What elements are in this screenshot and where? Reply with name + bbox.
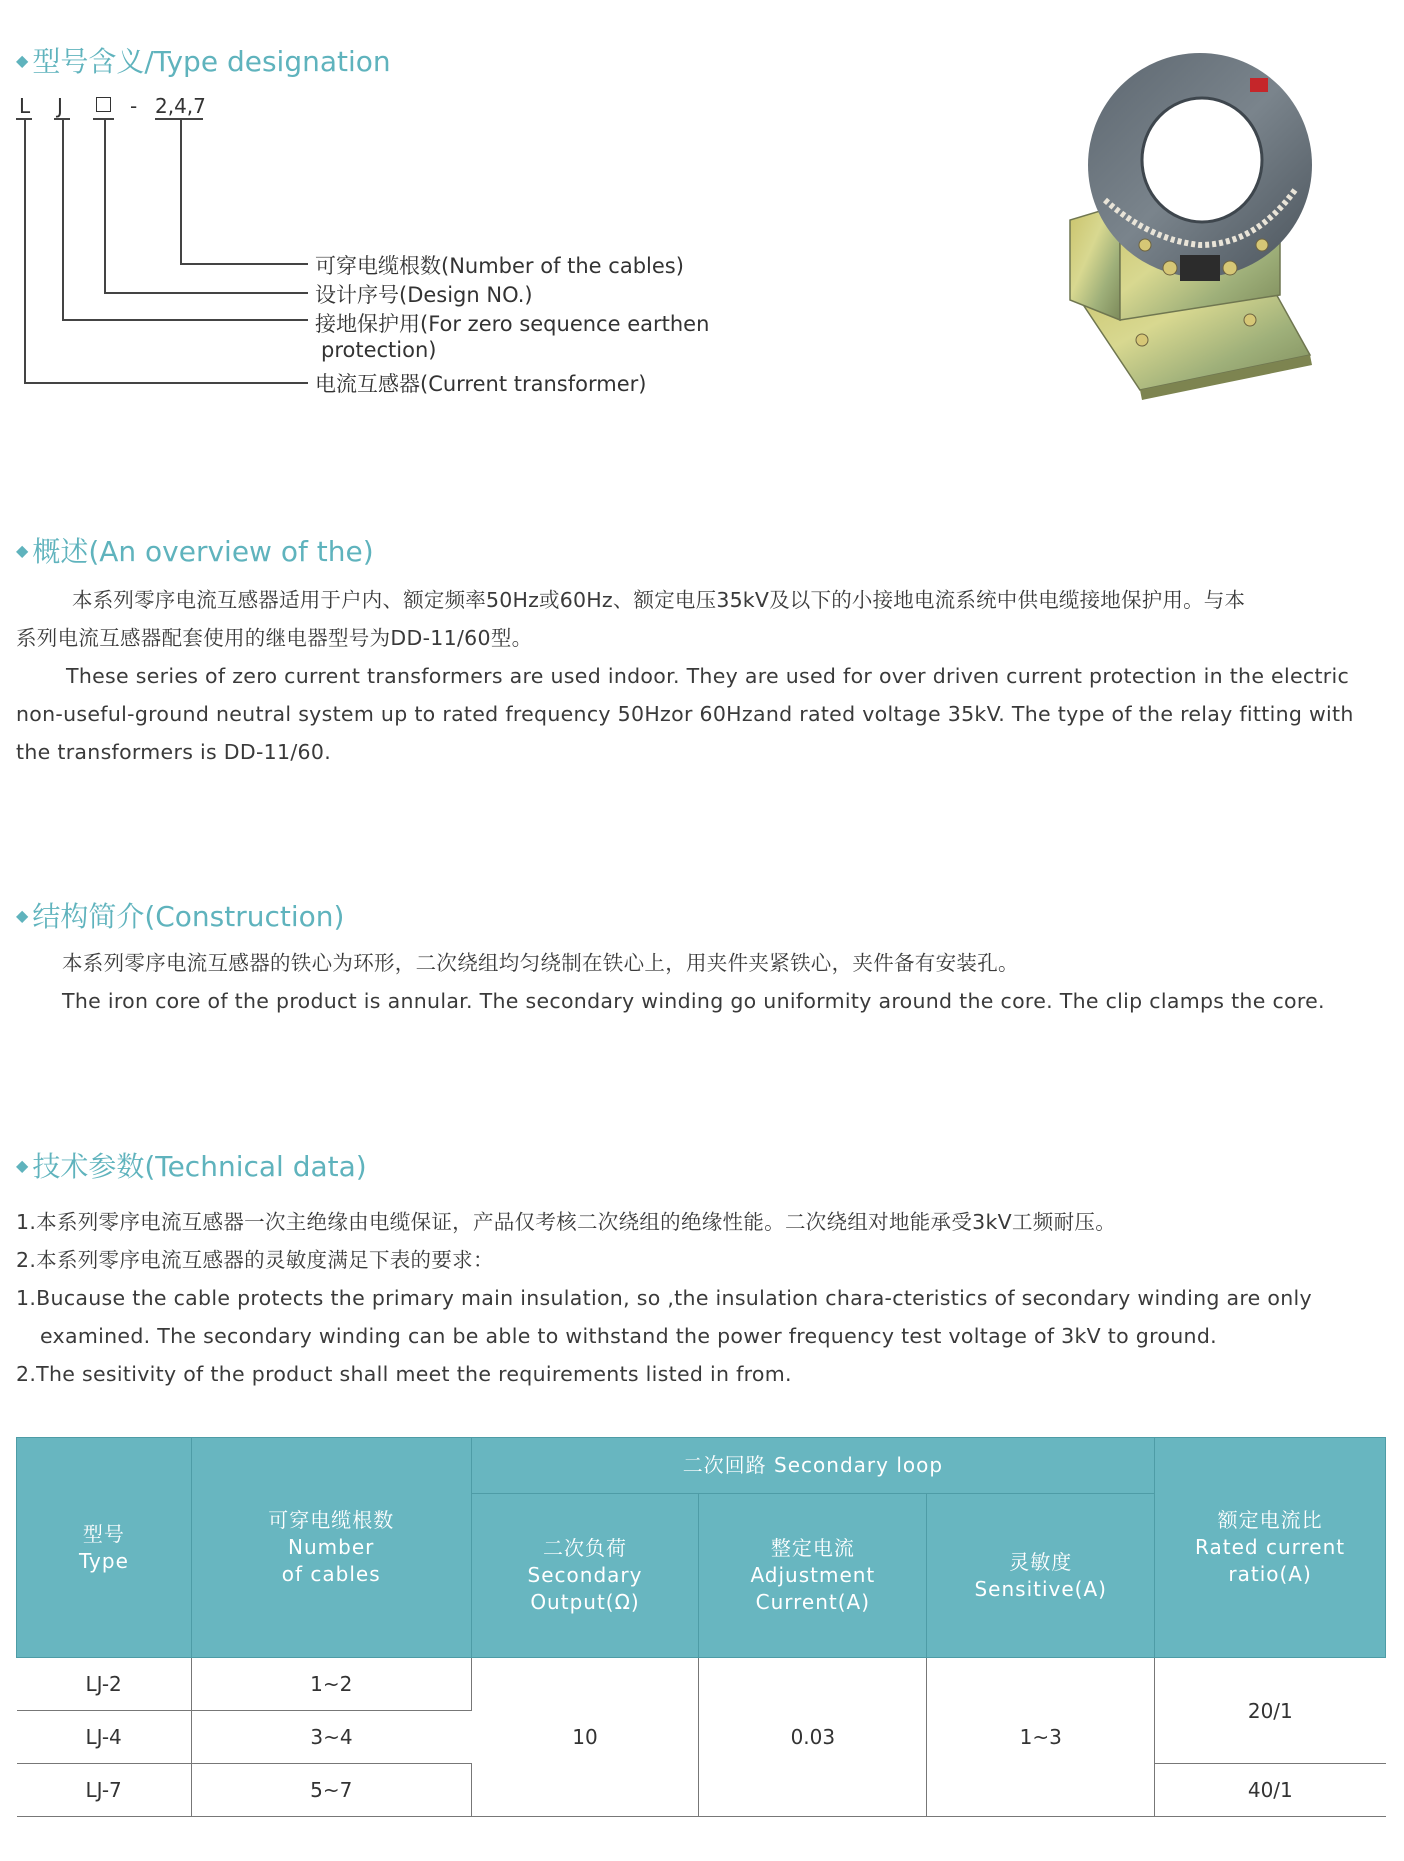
diamond-bullet-icon: ◆ [16,50,29,70]
overview-en-line1: These series of zero current transformers are used indoor. They are used for over driven current protection in the electric [66,664,1350,688]
leader-box-v [104,118,106,293]
legend-current-transformer: 电流互感器(Current transformer) [315,372,647,396]
construction-en: The iron core of the product is annular. The secondary winding go uniformity around the core. The clip clamps the core. [62,989,1325,1013]
leader-numbers-v [180,118,182,264]
leader-box-h [104,292,308,294]
header-secondary-loop: 二次回路 Secondary loop [471,1438,1155,1494]
header-type: 型号 Type [17,1438,192,1658]
construction-title: ◆ 结构简介(Construction) [16,900,345,933]
cell-cables: 5~7 [191,1764,471,1817]
header-output: 二次负荷 Secondary Output(Ω) [471,1494,699,1658]
technical-en1a: 1.Bucause the cable protects the primary main insulation, so ,the insulation chara-cteristics of secondary winding are only [16,1286,1312,1310]
construction-text [62,944,1392,1020]
header-adjustment: 整定电流 Adjustment Current(A) [699,1494,927,1658]
type-designation-title: ◆ 型号含义/Type designation [16,45,391,78]
construction-zh: 本系列零序电流互感器的铁心为环形，二次绕组均匀绕制在铁心上，用夹件夹紧铁心，夹件备有安装孔。 [62,951,1019,975]
diamond-bullet-icon: ◆ [16,905,29,925]
cell-sensitive: 1~3 [927,1658,1155,1817]
overview-title: ◆ 概述(An overview of the) [16,535,374,568]
code-placeholder-box [96,97,111,112]
cell-type: LJ-4 [17,1711,192,1764]
code-dash: - [130,94,138,118]
table-row [17,1658,1386,1711]
diamond-bullet-icon: ◆ [16,1155,29,1175]
technical-en2: 2.The sesitivity of the product shall meet the requirements listed in from. [16,1362,792,1386]
legend-earthen: 接地保护用(For zero sequence earthen [315,312,710,336]
technical-text [16,1203,1396,1393]
header-sensitive: 灵敏度 Sensitive(A) [927,1494,1155,1658]
header-cables: 可穿电缆根数 Number of cables [191,1438,471,1658]
overview-zh-line1: 本系列零序电流互感器适用于户内、额定频率50Hz或60Hz、额定电压35kV及以下的小接地电流系统中供电缆接地保护用。与本 [72,588,1246,612]
legend-cables: 可穿电缆根数(Number of the cables) [315,254,684,278]
cell-ratio: 20/1 [1155,1658,1386,1764]
cell-type: LJ-7 [17,1764,192,1817]
code-letter-j: J [57,94,63,118]
cell-type: LJ-2 [17,1658,192,1711]
cell-output: 10 [471,1658,699,1817]
leader-j-v [62,118,64,320]
underline-numbers [155,118,203,120]
cell-cables: 3~4 [191,1711,471,1764]
overview-text [16,581,1396,771]
diamond-bullet-icon: ◆ [16,540,29,560]
header-ratio: 额定电流比 Rated current ratio(A) [1155,1438,1386,1658]
sensitivity-table [16,1437,1386,1817]
leader-numbers-h [180,263,308,265]
technical-title: ◆ 技术参数(Technical data) [16,1150,367,1183]
technical-zh1: 1.本系列零序电流互感器一次主绝缘由电缆保证，产品仅考核二次绕组的绝缘性能。二次绕组对地能承受3kV工频耐压。 [16,1210,1116,1234]
current-transformer-image [1050,40,1350,410]
technical-zh2: 2.本系列零序电流互感器的灵敏度满足下表的要求： [16,1248,494,1272]
code-numbers: 2,4,7 [155,94,206,118]
technical-en1b: examined. The secondary winding can be able to withstand the power frequency test voltage of 3kV to ground. [40,1324,1217,1348]
overview-en-line2: non-useful-ground neutral system up to rated frequency 50Hzor 60Hzand rated voltage 35kV. The type of the relay fitting with [16,702,1354,726]
legend-design-no: 设计序号(Design NO.) [315,283,533,307]
leader-j-h [62,319,308,321]
leader-l-h [24,382,308,384]
cell-cables: 1~2 [191,1658,471,1711]
cell-adjustment: 0.03 [699,1658,927,1817]
leader-l-v [24,118,26,383]
cell-ratio: 40/1 [1155,1764,1386,1817]
overview-zh-line2: 系列电流互感器配套使用的继电器型号为DD-11/60型。 [16,626,533,650]
legend-protection: protection) [321,338,437,362]
overview-en-line3: the transformers is DD-11/60. [16,740,332,764]
code-letter-l: L [19,94,31,118]
